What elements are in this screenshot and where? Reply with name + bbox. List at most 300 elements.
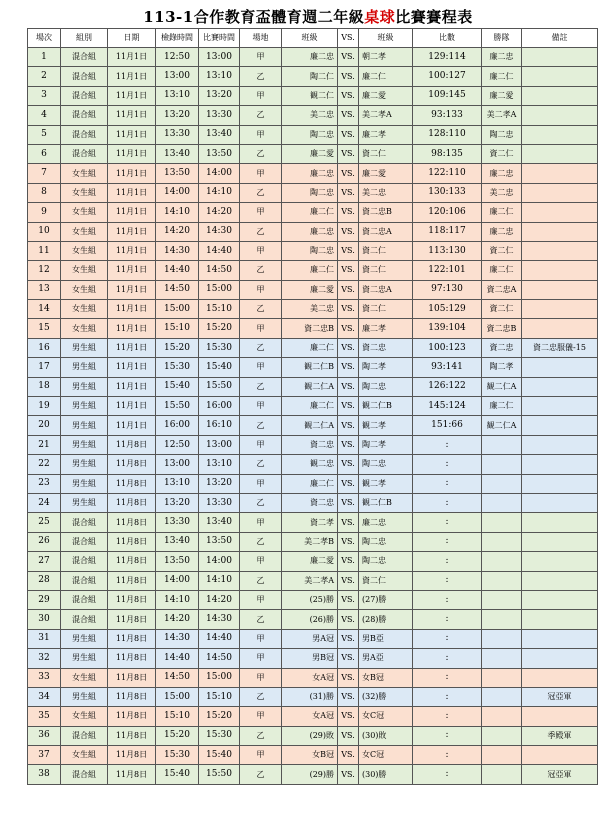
cell-check-time: 12:50 bbox=[156, 48, 199, 67]
cell-class-b: 陶二忠 bbox=[359, 455, 413, 474]
cell-court: 乙 bbox=[240, 300, 282, 319]
cell-check-time: 14:00 bbox=[156, 571, 199, 590]
cell-note bbox=[522, 629, 598, 648]
cell-winner: 廉二仁 bbox=[482, 67, 522, 86]
cell-court: 乙 bbox=[240, 222, 282, 241]
cell-score: : bbox=[413, 571, 482, 590]
cell-class-a: 男B冠 bbox=[282, 649, 338, 668]
header-cell-date: 日期 bbox=[108, 29, 156, 48]
cell-class-b: 女B冠 bbox=[359, 668, 413, 687]
cell-class-b: 観二孝 bbox=[359, 474, 413, 493]
cell-note bbox=[522, 571, 598, 590]
cell-check-time: 15:00 bbox=[156, 300, 199, 319]
cell-date: 11月8日 bbox=[108, 668, 156, 687]
cell-class-b: 朝二孝 bbox=[359, 48, 413, 67]
cell-note: 冠亞軍 bbox=[522, 765, 598, 784]
table-row bbox=[28, 668, 598, 687]
cell-note bbox=[522, 183, 598, 202]
cell-class-b: 資二仁 bbox=[359, 241, 413, 260]
cell-note bbox=[522, 397, 598, 416]
cell-note: 冠亞軍 bbox=[522, 687, 598, 706]
cell-vs: VS. bbox=[338, 765, 359, 784]
cell-group: 女生組 bbox=[61, 241, 108, 260]
cell-score: 97:130 bbox=[413, 280, 482, 299]
cell-class-a: 観二仁A bbox=[282, 416, 338, 435]
cell-vs: VS. bbox=[338, 144, 359, 163]
cell-match-no: 17 bbox=[28, 358, 61, 377]
header-cell-check-time: 檢錄時間 bbox=[156, 29, 199, 48]
cell-match-no: 9 bbox=[28, 203, 61, 222]
cell-vs: VS. bbox=[338, 338, 359, 357]
header-cell-class-b: 班級 bbox=[359, 29, 413, 48]
cell-date: 11月1日 bbox=[108, 397, 156, 416]
cell-group: 男生組 bbox=[61, 358, 108, 377]
cell-vs: VS. bbox=[338, 48, 359, 67]
table-row bbox=[28, 67, 598, 86]
cell-match-time: 14:10 bbox=[199, 571, 240, 590]
cell-class-a: 美二孝A bbox=[282, 571, 338, 590]
cell-winner: 観二仁A bbox=[482, 377, 522, 396]
cell-vs: VS. bbox=[338, 629, 359, 648]
cell-match-time: 14:00 bbox=[199, 164, 240, 183]
cell-vs: VS. bbox=[338, 183, 359, 202]
table-row bbox=[28, 164, 598, 183]
cell-court: 乙 bbox=[240, 726, 282, 745]
cell-match-time: 15:40 bbox=[199, 746, 240, 765]
cell-date: 11月1日 bbox=[108, 144, 156, 163]
cell-match-no: 28 bbox=[28, 571, 61, 590]
cell-score: 105:129 bbox=[413, 300, 482, 319]
cell-match-no: 24 bbox=[28, 493, 61, 512]
cell-note bbox=[522, 203, 598, 222]
cell-winner bbox=[482, 571, 522, 590]
cell-score: 128:110 bbox=[413, 125, 482, 144]
cell-score: 93:133 bbox=[413, 106, 482, 125]
cell-vs: VS. bbox=[338, 300, 359, 319]
cell-match-time: 13:40 bbox=[199, 513, 240, 532]
cell-court: 甲 bbox=[240, 319, 282, 338]
cell-score: : bbox=[413, 668, 482, 687]
header-cell-note: 備註 bbox=[522, 29, 598, 48]
cell-court: 乙 bbox=[240, 416, 282, 435]
cell-note bbox=[522, 552, 598, 571]
cell-note bbox=[522, 532, 598, 551]
cell-class-b: 美二忠 bbox=[359, 183, 413, 202]
cell-match-no: 7 bbox=[28, 164, 61, 183]
cell-group: 女生組 bbox=[61, 668, 108, 687]
cell-class-a: 廉二仁 bbox=[282, 261, 338, 280]
cell-group: 混合組 bbox=[61, 144, 108, 163]
cell-match-no: 5 bbox=[28, 125, 61, 144]
cell-date: 11月1日 bbox=[108, 416, 156, 435]
table-row bbox=[28, 707, 598, 726]
cell-class-a: 陶二忠 bbox=[282, 241, 338, 260]
cell-class-a: 資二孝 bbox=[282, 513, 338, 532]
cell-court: 甲 bbox=[240, 203, 282, 222]
cell-match-time: 15:30 bbox=[199, 338, 240, 357]
cell-check-time: 13:50 bbox=[156, 164, 199, 183]
cell-winner bbox=[482, 474, 522, 493]
cell-class-b: 陶二忠 bbox=[359, 532, 413, 551]
cell-match-time: 13:10 bbox=[199, 67, 240, 86]
cell-score: 118:117 bbox=[413, 222, 482, 241]
cell-class-a: 美二孝B bbox=[282, 532, 338, 551]
cell-date: 11月8日 bbox=[108, 571, 156, 590]
cell-date: 11月1日 bbox=[108, 338, 156, 357]
cell-class-b: 観二仁B bbox=[359, 493, 413, 512]
cell-date: 11月8日 bbox=[108, 493, 156, 512]
cell-check-time: 14:40 bbox=[156, 649, 199, 668]
cell-note bbox=[522, 48, 598, 67]
cell-score: : bbox=[413, 455, 482, 474]
cell-group: 混合組 bbox=[61, 67, 108, 86]
header-cell-court: 場地 bbox=[240, 29, 282, 48]
cell-score: : bbox=[413, 513, 482, 532]
page-title bbox=[0, 6, 616, 27]
cell-score: 109:145 bbox=[413, 86, 482, 105]
cell-note: 季殿軍 bbox=[522, 726, 598, 745]
table-row bbox=[28, 48, 598, 67]
cell-match-no: 11 bbox=[28, 241, 61, 260]
cell-note bbox=[522, 319, 598, 338]
cell-class-a: 廉二忠 bbox=[282, 164, 338, 183]
cell-court: 甲 bbox=[240, 707, 282, 726]
cell-vs: VS. bbox=[338, 241, 359, 260]
cell-court: 甲 bbox=[240, 649, 282, 668]
cell-check-time: 15:30 bbox=[156, 358, 199, 377]
cell-score: 126:122 bbox=[413, 377, 482, 396]
table-row bbox=[28, 377, 598, 396]
cell-class-b: 資二忠A bbox=[359, 222, 413, 241]
cell-winner bbox=[482, 629, 522, 648]
cell-note bbox=[522, 261, 598, 280]
cell-match-no: 36 bbox=[28, 726, 61, 745]
cell-date: 11月1日 bbox=[108, 125, 156, 144]
cell-vs: VS. bbox=[338, 358, 359, 377]
cell-winner: 廉二仁 bbox=[482, 203, 522, 222]
cell-group: 混合組 bbox=[61, 765, 108, 784]
cell-match-time: 16:00 bbox=[199, 397, 240, 416]
cell-date: 11月8日 bbox=[108, 649, 156, 668]
cell-class-b: 陶二忠 bbox=[359, 552, 413, 571]
cell-date: 11月1日 bbox=[108, 241, 156, 260]
cell-note bbox=[522, 435, 598, 454]
cell-winner bbox=[482, 455, 522, 474]
cell-vs: VS. bbox=[338, 649, 359, 668]
cell-match-no: 33 bbox=[28, 668, 61, 687]
cell-note bbox=[522, 86, 598, 105]
cell-check-time: 15:50 bbox=[156, 397, 199, 416]
cell-score: : bbox=[413, 707, 482, 726]
cell-note bbox=[522, 590, 598, 609]
cell-group: 男生組 bbox=[61, 493, 108, 512]
cell-vs: VS. bbox=[338, 746, 359, 765]
cell-match-no: 25 bbox=[28, 513, 61, 532]
cell-match-no: 31 bbox=[28, 629, 61, 648]
cell-score: : bbox=[413, 765, 482, 784]
cell-match-no: 38 bbox=[28, 765, 61, 784]
cell-winner: 廉二忠 bbox=[482, 48, 522, 67]
cell-match-time: 14:00 bbox=[199, 552, 240, 571]
cell-check-time: 15:20 bbox=[156, 338, 199, 357]
cell-court: 乙 bbox=[240, 765, 282, 784]
cell-score: : bbox=[413, 726, 482, 745]
cell-date: 11月8日 bbox=[108, 532, 156, 551]
cell-vs: VS. bbox=[338, 86, 359, 105]
cell-match-time: 13:30 bbox=[199, 493, 240, 512]
cell-winner: 美二孝A bbox=[482, 106, 522, 125]
cell-check-time: 16:00 bbox=[156, 416, 199, 435]
cell-match-time: 15:00 bbox=[199, 280, 240, 299]
cell-score: 122:110 bbox=[413, 164, 482, 183]
cell-vs: VS. bbox=[338, 493, 359, 512]
cell-date: 11月8日 bbox=[108, 765, 156, 784]
cell-note bbox=[522, 106, 598, 125]
cell-match-time: 15:50 bbox=[199, 377, 240, 396]
cell-class-b: 資二仁 bbox=[359, 144, 413, 163]
table-row bbox=[28, 319, 598, 338]
cell-date: 11月1日 bbox=[108, 319, 156, 338]
header-cell-vs: VS. bbox=[338, 29, 359, 48]
cell-class-a: (26)勝 bbox=[282, 610, 338, 629]
cell-match-time: 13:00 bbox=[199, 48, 240, 67]
cell-match-no: 37 bbox=[28, 746, 61, 765]
cell-winner: 資二忠A bbox=[482, 280, 522, 299]
cell-class-b: 廉二忠 bbox=[359, 513, 413, 532]
cell-winner bbox=[482, 552, 522, 571]
cell-winner bbox=[482, 668, 522, 687]
cell-court: 乙 bbox=[240, 532, 282, 551]
cell-check-time: 15:40 bbox=[156, 765, 199, 784]
cell-note bbox=[522, 280, 598, 299]
cell-note bbox=[522, 513, 598, 532]
schedule-table bbox=[27, 28, 598, 785]
cell-class-a: 陶二仁 bbox=[282, 67, 338, 86]
cell-date: 11月8日 bbox=[108, 474, 156, 493]
cell-class-a: (31)勝 bbox=[282, 687, 338, 706]
cell-score: 100:127 bbox=[413, 67, 482, 86]
cell-check-time: 14:30 bbox=[156, 241, 199, 260]
cell-court: 乙 bbox=[240, 571, 282, 590]
cell-note bbox=[522, 164, 598, 183]
cell-check-time: 14:10 bbox=[156, 203, 199, 222]
cell-score: : bbox=[413, 687, 482, 706]
cell-winner: 資二忠 bbox=[482, 338, 522, 357]
cell-winner bbox=[482, 513, 522, 532]
header-row bbox=[28, 29, 598, 48]
cell-class-a: 資二忠B bbox=[282, 319, 338, 338]
cell-score: 151:66 bbox=[413, 416, 482, 435]
cell-check-time: 15:40 bbox=[156, 377, 199, 396]
cell-match-time: 13:50 bbox=[199, 144, 240, 163]
cell-class-b: 資二忠A bbox=[359, 280, 413, 299]
cell-vs: VS. bbox=[338, 164, 359, 183]
cell-note bbox=[522, 358, 598, 377]
cell-check-time: 14:50 bbox=[156, 668, 199, 687]
cell-winner: 資二仁 bbox=[482, 241, 522, 260]
cell-note bbox=[522, 474, 598, 493]
cell-vs: VS. bbox=[338, 416, 359, 435]
cell-date: 11月1日 bbox=[108, 106, 156, 125]
cell-winner bbox=[482, 765, 522, 784]
cell-date: 11月8日 bbox=[108, 726, 156, 745]
cell-match-no: 19 bbox=[28, 397, 61, 416]
cell-date: 11月8日 bbox=[108, 707, 156, 726]
cell-check-time: 13:50 bbox=[156, 552, 199, 571]
cell-class-b: 観二仁B bbox=[359, 397, 413, 416]
cell-class-b: 女C冠 bbox=[359, 746, 413, 765]
table-row bbox=[28, 649, 598, 668]
cell-court: 甲 bbox=[240, 590, 282, 609]
cell-check-time: 13:40 bbox=[156, 144, 199, 163]
cell-note bbox=[522, 125, 598, 144]
cell-class-a: 女A冠 bbox=[282, 707, 338, 726]
title-prefix: 113-1合作教育盃體育週二年級 bbox=[143, 8, 365, 26]
cell-match-no: 8 bbox=[28, 183, 61, 202]
cell-match-time: 16:10 bbox=[199, 416, 240, 435]
cell-vs: VS. bbox=[338, 261, 359, 280]
cell-match-no: 16 bbox=[28, 338, 61, 357]
title-suffix: 比賽賽程表 bbox=[395, 8, 473, 26]
cell-check-time: 13:10 bbox=[156, 474, 199, 493]
cell-group: 男生組 bbox=[61, 338, 108, 357]
cell-class-a: 廉二忠 bbox=[282, 222, 338, 241]
cell-match-time: 15:20 bbox=[199, 319, 240, 338]
cell-winner: 廉二仁 bbox=[482, 261, 522, 280]
cell-match-time: 13:30 bbox=[199, 106, 240, 125]
cell-class-b: 資二忠B bbox=[359, 203, 413, 222]
cell-check-time: 14:00 bbox=[156, 183, 199, 202]
cell-group: 混合組 bbox=[61, 106, 108, 125]
cell-score: : bbox=[413, 552, 482, 571]
cell-group: 女生組 bbox=[61, 183, 108, 202]
cell-match-time: 15:10 bbox=[199, 687, 240, 706]
cell-match-time: 14:10 bbox=[199, 183, 240, 202]
header-cell-no: 場次 bbox=[28, 29, 61, 48]
cell-class-b: 資二仁 bbox=[359, 261, 413, 280]
table-row bbox=[28, 687, 598, 706]
cell-score: : bbox=[413, 474, 482, 493]
cell-court: 乙 bbox=[240, 455, 282, 474]
cell-class-a: 資二忠 bbox=[282, 435, 338, 454]
cell-match-no: 15 bbox=[28, 319, 61, 338]
cell-vs: VS. bbox=[338, 125, 359, 144]
cell-class-b: 男B亞 bbox=[359, 629, 413, 648]
cell-vs: VS. bbox=[338, 590, 359, 609]
cell-check-time: 15:30 bbox=[156, 746, 199, 765]
cell-note bbox=[522, 455, 598, 474]
cell-class-b: 廉二孝 bbox=[359, 319, 413, 338]
cell-score: 130:133 bbox=[413, 183, 482, 202]
cell-class-a: 廉二忠 bbox=[282, 48, 338, 67]
cell-winner bbox=[482, 590, 522, 609]
cell-match-no: 35 bbox=[28, 707, 61, 726]
cell-class-b: 陶二孝 bbox=[359, 358, 413, 377]
cell-match-time: 15:10 bbox=[199, 300, 240, 319]
cell-group: 混合組 bbox=[61, 552, 108, 571]
cell-court: 甲 bbox=[240, 629, 282, 648]
cell-group: 男生組 bbox=[61, 649, 108, 668]
cell-check-time: 15:10 bbox=[156, 319, 199, 338]
cell-class-b: 資二忠 bbox=[359, 338, 413, 357]
cell-class-a: (29)敗 bbox=[282, 726, 338, 745]
table-row bbox=[28, 493, 598, 512]
cell-winner bbox=[482, 726, 522, 745]
cell-date: 11月8日 bbox=[108, 455, 156, 474]
cell-date: 11月1日 bbox=[108, 280, 156, 299]
table-row bbox=[28, 746, 598, 765]
cell-date: 11月1日 bbox=[108, 48, 156, 67]
cell-check-time: 14:20 bbox=[156, 222, 199, 241]
cell-check-time: 14:20 bbox=[156, 610, 199, 629]
cell-group: 混合組 bbox=[61, 125, 108, 144]
cell-class-a: 観二仁B bbox=[282, 358, 338, 377]
cell-match-time: 15:40 bbox=[199, 358, 240, 377]
cell-date: 11月8日 bbox=[108, 590, 156, 609]
header-cell-group: 組別 bbox=[61, 29, 108, 48]
cell-vs: VS. bbox=[338, 455, 359, 474]
cell-group: 混合組 bbox=[61, 610, 108, 629]
cell-group: 混合組 bbox=[61, 571, 108, 590]
cell-vs: VS. bbox=[338, 67, 359, 86]
cell-vs: VS. bbox=[338, 552, 359, 571]
cell-date: 11月1日 bbox=[108, 261, 156, 280]
cell-date: 11月1日 bbox=[108, 203, 156, 222]
header-cell-winner: 勝隊 bbox=[482, 29, 522, 48]
cell-date: 11月1日 bbox=[108, 358, 156, 377]
cell-date: 11月1日 bbox=[108, 86, 156, 105]
cell-match-time: 14:40 bbox=[199, 629, 240, 648]
cell-score: 120:106 bbox=[413, 203, 482, 222]
cell-winner bbox=[482, 687, 522, 706]
cell-date: 11月8日 bbox=[108, 435, 156, 454]
cell-class-a: 廉二仁 bbox=[282, 203, 338, 222]
cell-note: 資二忠服儀-15 bbox=[522, 338, 598, 357]
cell-check-time: 13:20 bbox=[156, 106, 199, 125]
cell-vs: VS. bbox=[338, 707, 359, 726]
table-row bbox=[28, 144, 598, 163]
cell-match-time: 13:50 bbox=[199, 532, 240, 551]
header-cell-score: 比數 bbox=[413, 29, 482, 48]
cell-match-time: 14:40 bbox=[199, 241, 240, 260]
cell-court: 乙 bbox=[240, 261, 282, 280]
cell-date: 11月8日 bbox=[108, 610, 156, 629]
cell-winner: 陶二忠 bbox=[482, 125, 522, 144]
cell-vs: VS. bbox=[338, 532, 359, 551]
cell-court: 甲 bbox=[240, 48, 282, 67]
cell-match-no: 23 bbox=[28, 474, 61, 493]
cell-class-a: 女A冠 bbox=[282, 668, 338, 687]
cell-class-b: 廉二孝 bbox=[359, 125, 413, 144]
cell-note bbox=[522, 300, 598, 319]
cell-check-time: 13:00 bbox=[156, 67, 199, 86]
table-row bbox=[28, 610, 598, 629]
cell-class-a: 廉二愛 bbox=[282, 280, 338, 299]
cell-class-b: 廉二仁 bbox=[359, 67, 413, 86]
cell-court: 乙 bbox=[240, 183, 282, 202]
cell-date: 11月8日 bbox=[108, 687, 156, 706]
cell-check-time: 14:30 bbox=[156, 629, 199, 648]
cell-court: 乙 bbox=[240, 338, 282, 357]
cell-score: : bbox=[413, 532, 482, 551]
table-row bbox=[28, 86, 598, 105]
cell-check-time: 13:30 bbox=[156, 125, 199, 144]
cell-match-time: 14:30 bbox=[199, 610, 240, 629]
table-row bbox=[28, 241, 598, 260]
cell-match-time: 13:10 bbox=[199, 455, 240, 474]
cell-winner bbox=[482, 493, 522, 512]
cell-class-b: 男A亞 bbox=[359, 649, 413, 668]
